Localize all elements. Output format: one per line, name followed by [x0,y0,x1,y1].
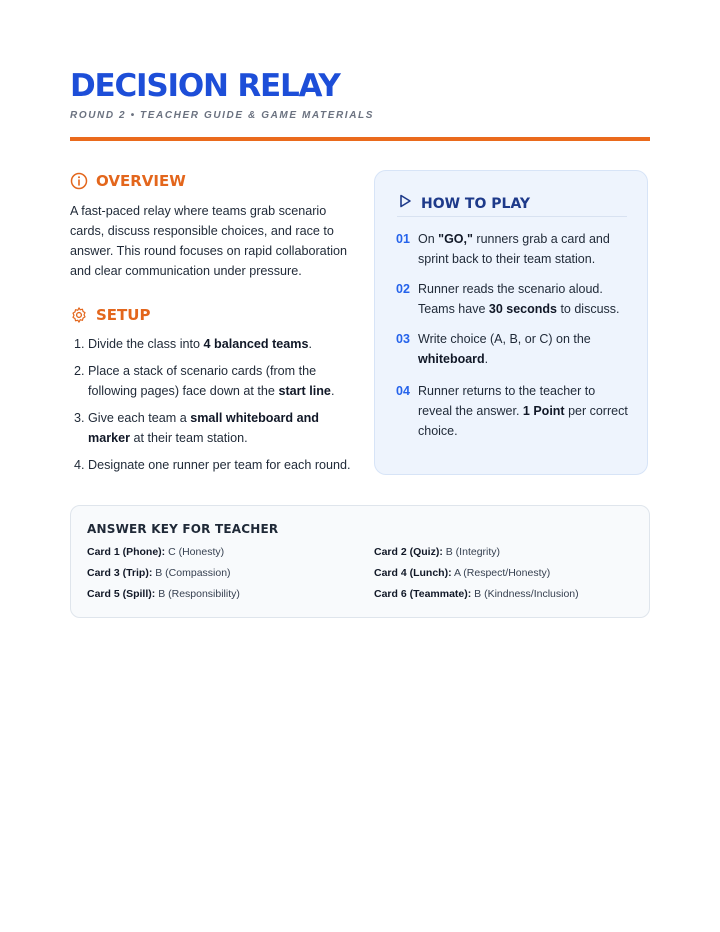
list-item-text: . [308,337,312,351]
list-item-emphasis: small whiteboard and marker [88,411,319,445]
list-item-text: Give each team a [88,411,191,425]
list-item-text: Divide the class into [88,337,204,351]
header-divider [70,137,650,141]
overview-line: and clear communication under pressure. [70,264,302,278]
step-number: 03 [396,332,410,346]
list-item [70,408,360,448]
overview-heading-label: OVERVIEW [96,172,186,190]
panel-divider [397,216,627,217]
list-item-emphasis: 4 balanced teams [203,337,309,351]
overview-text [70,201,352,281]
answer-key-panel [70,505,650,618]
how-to-play-panel [374,170,648,475]
answer-key-entry: Card 2 (Quiz): B (Integrity) [374,546,501,558]
step-item [396,329,636,369]
list-item-text: Place a stack of scenario cards (from the following pages) face down at the [88,364,317,398]
gear-icon [70,306,88,324]
step-text: Runner reads the scenario aloud. Teams have 30 seconds to discuss. [418,282,620,316]
list-item-number: 2. [74,364,85,378]
setup-heading [70,306,150,324]
answer-key-entry: Card 4 (Lunch): A (Respect/Honesty) [374,567,551,579]
step-number: 01 [396,232,410,246]
list-item-text: Designate one runner per team for each round. [88,458,351,472]
list-item-emphasis: start line [278,384,331,398]
page-subtitle: ROUND 2 • TEACHER GUIDE & GAME MATERIALS [70,110,374,121]
answer-key-entry: Card 6 (Teammate): B (Kindness/Inclusion) [374,588,579,600]
setup-list [70,334,360,482]
answer-key-entry: Card 3 (Trip): B (Compassion) [87,567,231,579]
overview-line: A fast-paced relay where teams grab scenario [70,204,327,218]
step-text: Runner returns to the teacher to reveal the answer. 1 Point per correct choice. [418,384,628,438]
overview-heading [70,172,186,190]
page-title: DECISION RELAY [70,68,340,104]
list-item [70,455,360,475]
list-item-number: 4. [74,458,85,472]
step-item [396,279,636,319]
how-to-play-heading [397,193,530,214]
list-item-text: . [330,384,335,398]
list-item [70,334,360,354]
info-icon [70,172,88,190]
play-icon [397,193,413,214]
answer-key-entry: Card 1 (Phone): C (Honesty) [87,546,225,558]
step-item [396,381,636,441]
list-item-number: 3. [74,411,85,425]
list-item-text: at their team station. [130,431,248,445]
list-item-number: 1. [74,337,85,351]
overview-line: cards, discuss responsible choices, and race to [70,224,334,238]
list-item [70,361,360,401]
step-text: Write choice (A, B, or C) on the whiteboard. [418,332,591,366]
overview-line: answer. This round focuses on rapid collaboration [70,244,347,258]
answer-key-heading: ANSWER KEY FOR TEACHER [87,522,279,536]
step-number: 02 [396,282,410,296]
how-to-play-heading-label: HOW TO PLAY [421,195,531,212]
step-number: 04 [396,384,410,398]
step-item [396,229,636,269]
step-text: On "GO," runners grab a card and sprint back to their team station. [418,232,610,266]
answer-key-entry: Card 5 (Spill): B (Responsibility) [87,588,240,600]
setup-heading-label: SETUP [96,306,151,324]
